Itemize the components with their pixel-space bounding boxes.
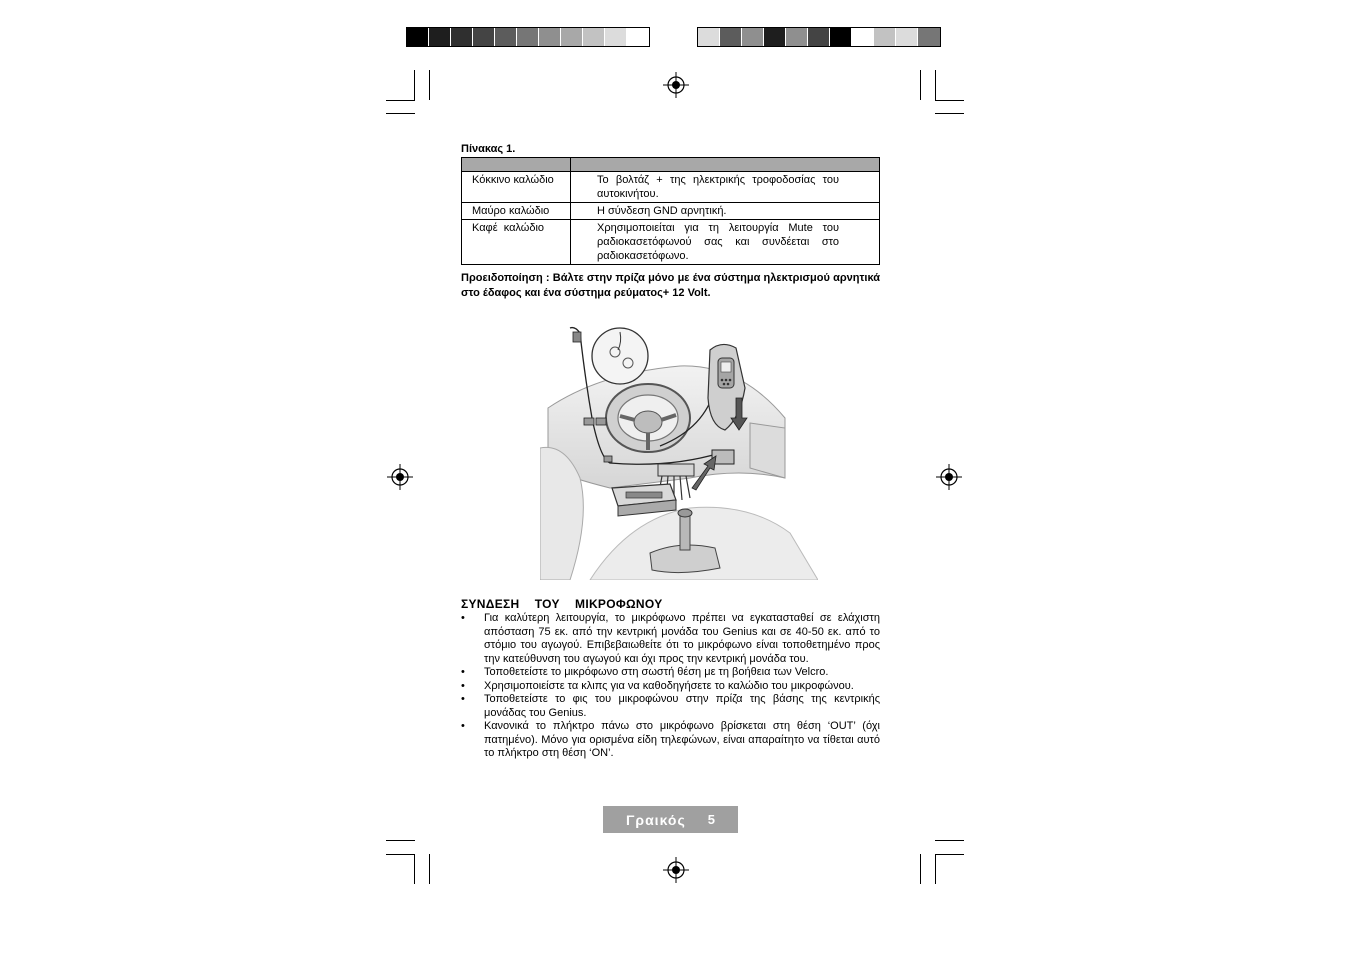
wire-description-cell: Χρησιμοποιείται για τη λειτουργία Mute του ραδιοκασετόφωνού σας και συνδέεται στο ραδιοκασετόφωνο. (571, 220, 880, 265)
list-item (461, 666, 880, 680)
color-swatch (786, 28, 808, 46)
crop-mark (935, 100, 964, 101)
crop-mark (386, 840, 415, 841)
crop-mark (414, 854, 415, 884)
table-header-row (462, 158, 880, 172)
list-item-text: Κανονικά το πλήκτρο πάνω στο μικρόφωνο βρίσκεται στη θέση ‘OUT’ (όχι πατημένο). Μόνο για ορισμένα είδη τηλεφώνων, είναι απαραίτητο να τίθεται αυτό το πλήκτρο στη θέση ‘ON’. (484, 720, 880, 759)
registration-mark-icon (935, 463, 963, 491)
page-number: 5 (707, 812, 715, 827)
color-swatch (561, 28, 583, 46)
table-caption: Πίνακας 1. (461, 143, 516, 155)
wire-name-cell: Κόκκινο καλώδιο (462, 172, 571, 203)
bullet-icon: • (461, 693, 465, 705)
color-swatch (874, 28, 896, 46)
wire-description-cell: Το βολτάζ + της ηλεκτρικής τροφοδοσίας του αυτοκινήτου. (571, 172, 880, 203)
crop-mark (429, 70, 430, 100)
crop-mark (935, 113, 964, 114)
footer-language: Γραικός (626, 811, 686, 828)
list-item (461, 612, 880, 666)
list-item-text: Για καλύτερη λειτουργία, το μικρόφωνο πρέπει να εγκατασταθεί σε ελάχιστη απόσταση 75 εκ. από την κεντρική μονάδα του Genius και σε 40-50 εκ. από το στόμιο του αγωγού. Επιβεβαιωθείτε ότι το μικρόφωνο είναι τοποθετημένο προς την κατεύθυνση του αγωγού και όχι προς την κεντρική μονάδα του. (484, 612, 880, 665)
color-swatch (808, 28, 830, 46)
crop-mark (935, 840, 964, 841)
crop-mark (920, 854, 921, 884)
color-bar-left (406, 27, 650, 47)
color-swatch (918, 28, 940, 46)
registration-mark-icon (662, 856, 690, 884)
section-title: ΣΥΝΔΕΣΗ ΤΟΥ ΜΙΚΡΟΦΩΝΟΥ (461, 597, 663, 611)
color-swatch (627, 28, 649, 46)
table-row (462, 220, 880, 265)
crop-mark (935, 70, 936, 100)
color-bar-right (697, 27, 941, 47)
page-footer (603, 806, 738, 833)
table-header-cell (571, 158, 880, 172)
list-item-text: Χρησιμοποιείστε τα κλιπς για να καθοδηγήσετε το καλώδιο του μικροφώνου. (484, 679, 854, 692)
color-swatch (495, 28, 517, 46)
color-swatch (451, 28, 473, 46)
list-item-text: Τοποθετείστε το φις του μικροφώνου στην πρίζα της βάσης της κεντρικής μονάδας του Genius. (484, 693, 880, 719)
crop-mark (386, 113, 415, 114)
color-swatch (830, 28, 852, 46)
registration-mark-icon (386, 463, 414, 491)
crop-mark (386, 100, 415, 101)
color-swatch (517, 28, 539, 46)
color-swatch (583, 28, 605, 46)
crop-mark (920, 70, 921, 100)
bullet-icon: • (461, 666, 465, 678)
registration-mark-icon (662, 71, 690, 99)
color-swatch (852, 28, 874, 46)
color-swatch (473, 28, 495, 46)
list-item (461, 680, 880, 694)
wire-name-cell: Μαύρο καλώδιο (462, 203, 571, 220)
crop-mark (935, 854, 936, 884)
color-swatch (896, 28, 918, 46)
color-swatch (429, 28, 451, 46)
color-swatch (539, 28, 561, 46)
crop-mark (386, 854, 415, 855)
list-item-text: Τοποθετείστε το μικρόφωνο στη σωστή θέση με τη βοήθεια των Velcro. (484, 666, 829, 678)
car-installation-illustration (540, 318, 818, 580)
crop-mark (414, 70, 415, 100)
color-swatch (698, 28, 720, 46)
bullet-icon: • (461, 612, 465, 624)
color-swatch (407, 28, 429, 46)
wire-table (461, 157, 880, 265)
wire-description-cell: Η σύνδεση GND αρνητική. (571, 203, 880, 220)
warning-text: Προειδοποίηση : Βάλτε στην πρίζα μόνο με ένα σύστημα ηλεκτρισμού αρνητικά στο έδαφος και ένα σύστημα ρεύματος+ 12 Volt. (461, 272, 880, 299)
table-header-cell (462, 158, 571, 172)
color-swatch (742, 28, 764, 46)
color-swatch (764, 28, 786, 46)
wire-name-cell: Καφέ καλώδιο (462, 220, 571, 265)
color-swatch (720, 28, 742, 46)
crop-mark (429, 854, 430, 884)
table-row (462, 203, 880, 220)
list-item (461, 693, 880, 720)
list-item (461, 720, 880, 761)
bullet-icon: • (461, 720, 465, 732)
crop-mark (935, 854, 964, 855)
instruction-list (461, 612, 880, 761)
color-swatch (605, 28, 627, 46)
bullet-icon: • (461, 679, 465, 692)
table-row (462, 172, 880, 203)
